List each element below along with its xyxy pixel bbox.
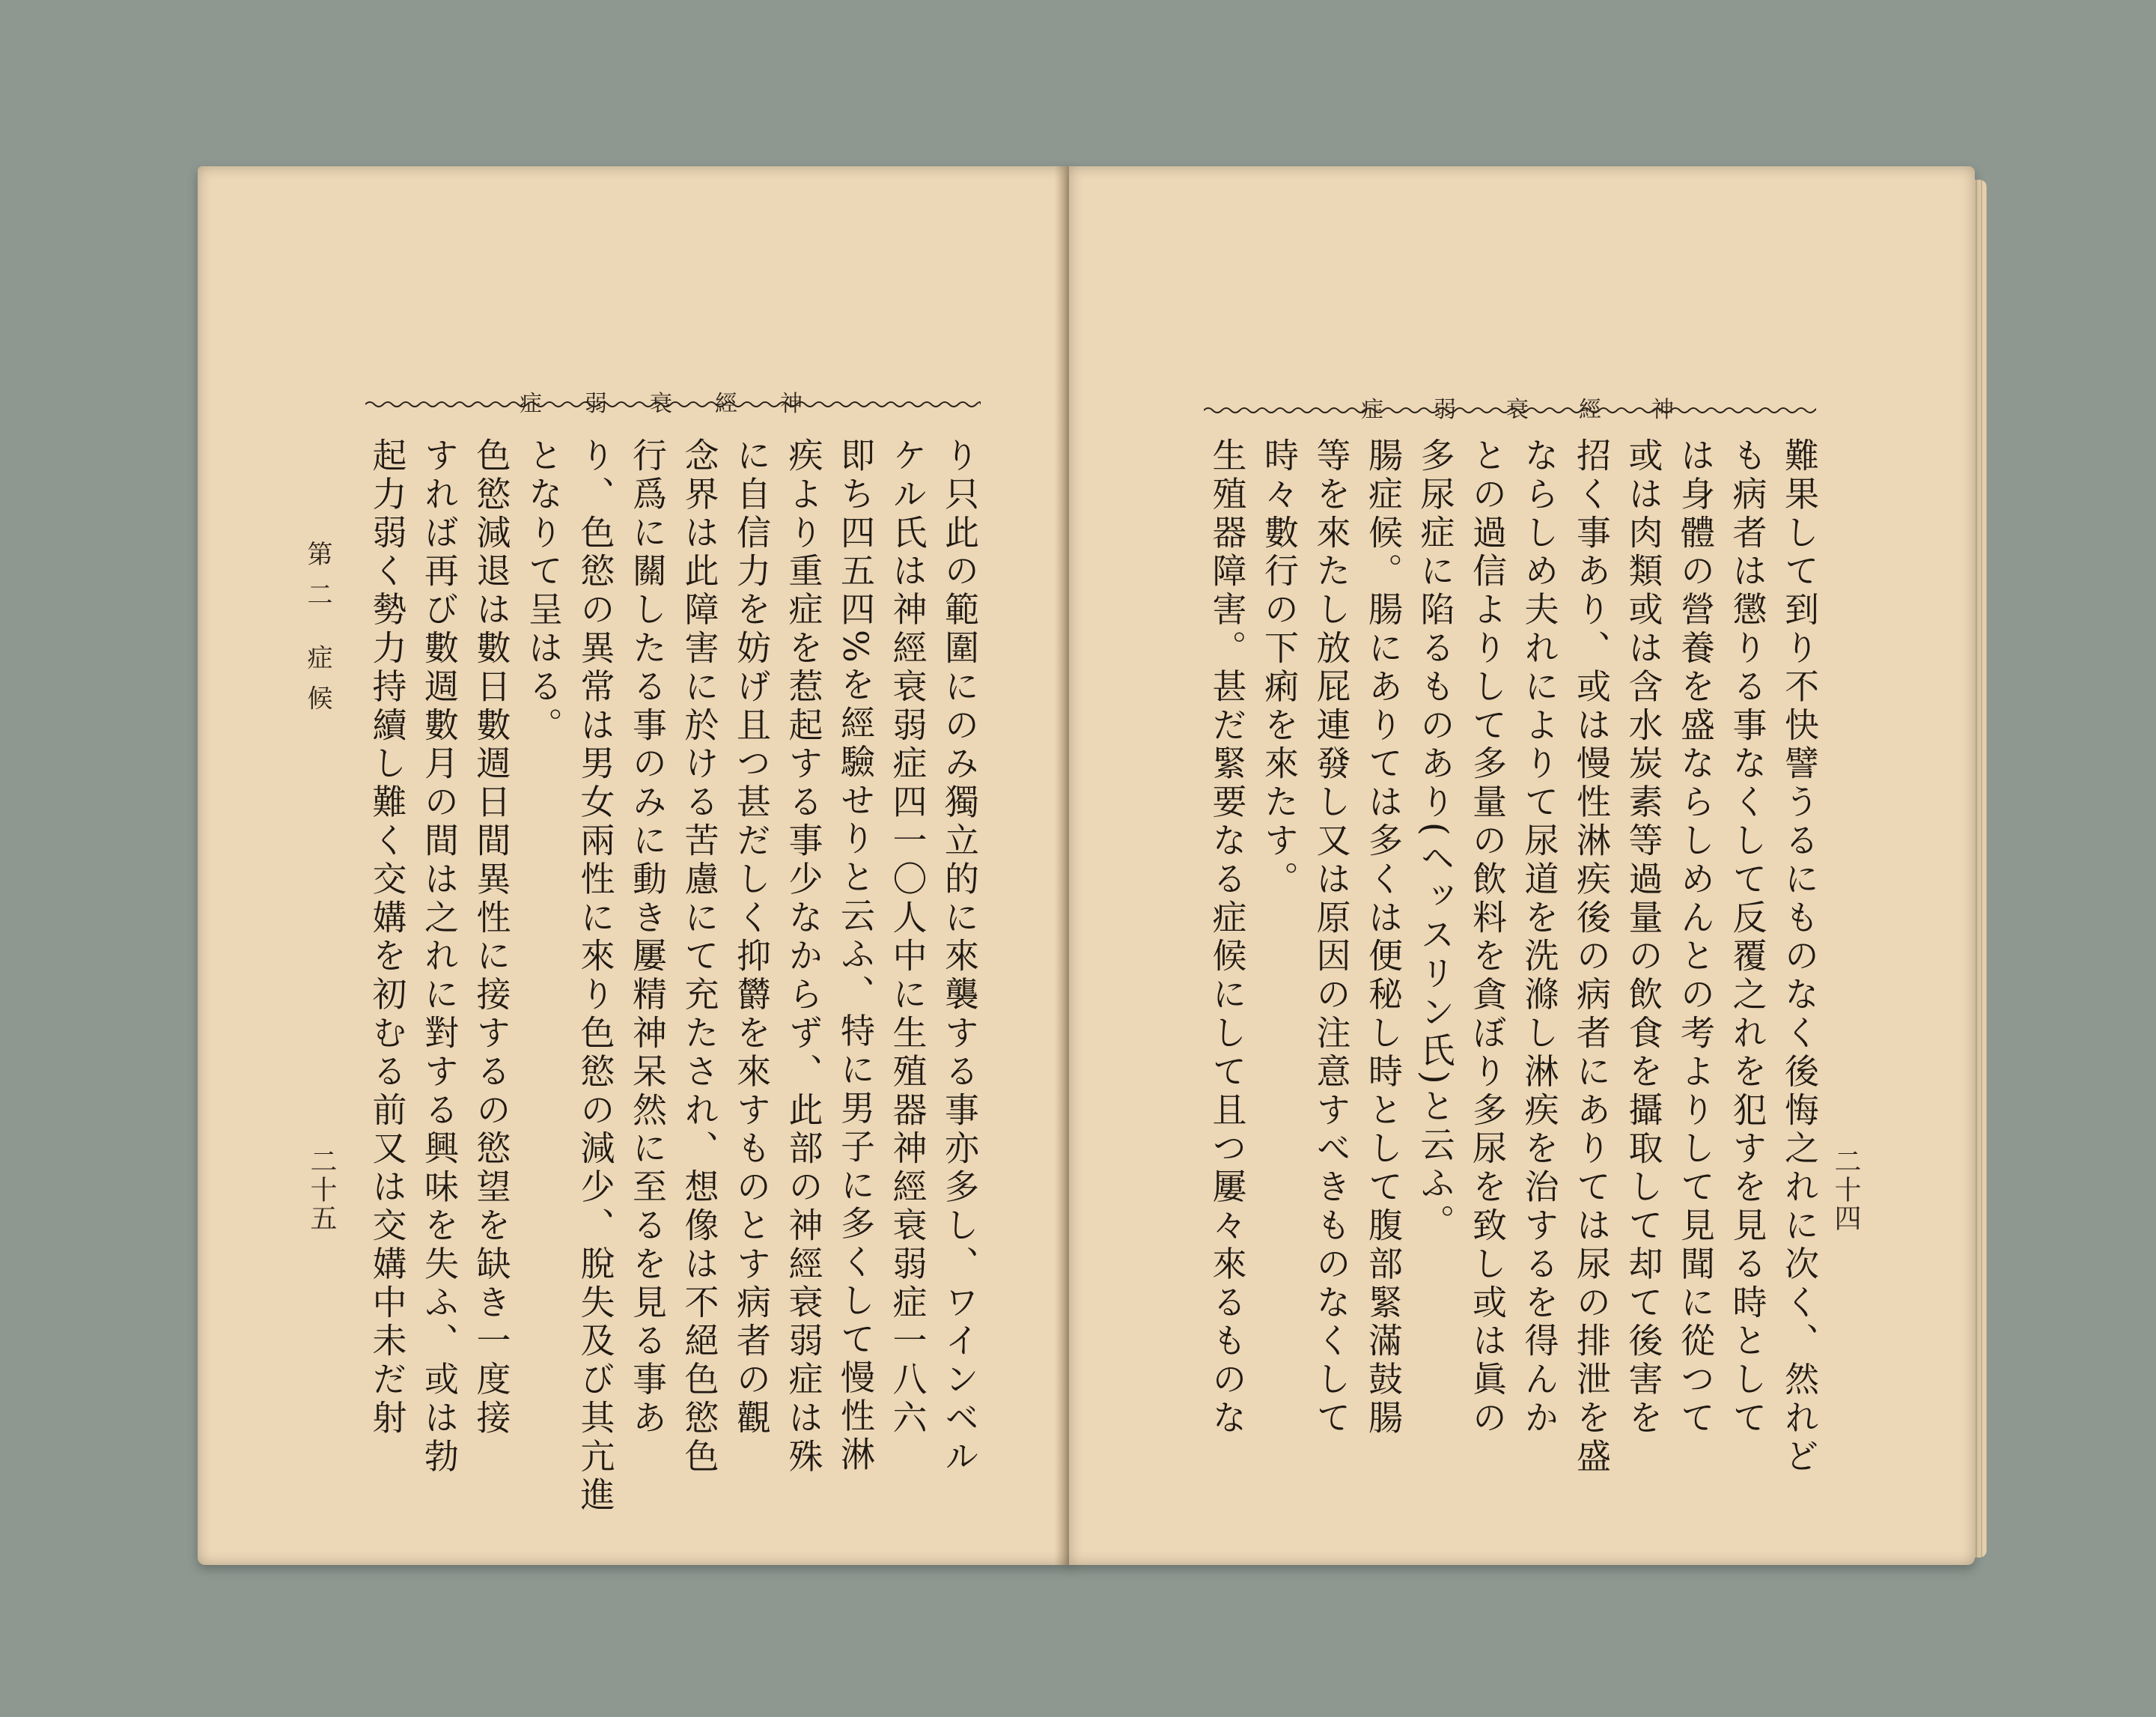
wavy-rule	[365, 398, 981, 410]
header-char: 經	[1579, 397, 1603, 423]
section-label: 第二 症候	[302, 541, 332, 726]
wavy-rule	[1204, 404, 1816, 416]
header-char: 經	[715, 391, 739, 417]
header-char: 衰	[1506, 397, 1530, 423]
header-char: 症	[1361, 397, 1385, 423]
header-char: 神	[1651, 397, 1675, 423]
body-text: 難果して到り不快譬うるにものなく後悔之れに次く、然れど も病者は懲りる事なくして反覆之れを犯すを見る時として は身體の營養を盛ならしめんとの考よりして見聞に從つて 或は肉類或は含水炭素等過量の飲食を攝取して却て後害を 招く事あり、或は慢性淋疾後の病者にありては尿の排泄を盛 ならしめ夫れによりて尿道を洗滌し淋疾を治するを得んか との過信よりして多量の飲料を貪ぼり多尿を致し或は眞の 多尿症に陷るものあり(ヘッスリン氏)と云ふ。 腸症候。腸にありては多くは便秘し時として腹部緊滿鼓腸 等を來たし放屁連發し又は原因の注意すべきものなくして 時々數行の下痢を來たす。 生殖器障害。甚だ緊要なる症候にして且つ屢々來るものな	[1207, 437, 1820, 1477]
header-char: 症	[520, 391, 543, 417]
page-number: 二十四	[1830, 1147, 1861, 1233]
body-text: り只此の範圍にのみ獨立的に來襲する事亦多し、ワインベル ケル氏は神經衰弱症四一〇人中に生殖器神經衰弱症一八六 即ち四五四%を經驗せりと云ふ、特に男子に多くして慢性淋 疾より重症を惹起する事少なからず、此部の神經衰弱症は殊 に自信力を妨げ且つ甚だしく抑欝を來すものとす病者の觀 念界は此障害に於ける苦慮にて充たされ、想像は不絕色慾色 行爲に關したる事のみに動き屢精神呆然に至るを見る事あ り、色慾の異常は男女兩性に來り色慾の減少、脫失及び其亢進 となりて呈はる。 色慾減退は數日數週日間異性に接するの慾望を缺き一度接 すれば再び數週數月の間は之れに對する興味を失ふ、或は勃 起力弱く勢力持續し難く交媾を初むる前又は交媾中未だ射	[367, 437, 980, 1516]
header-char: 弱	[585, 391, 609, 417]
right-page	[1069, 166, 1975, 1565]
left-page	[198, 166, 1072, 1565]
page-number: 二十五	[306, 1147, 337, 1233]
header-char: 神	[780, 391, 804, 417]
header-char: 衰	[650, 391, 674, 417]
header-char: 弱	[1434, 397, 1458, 423]
